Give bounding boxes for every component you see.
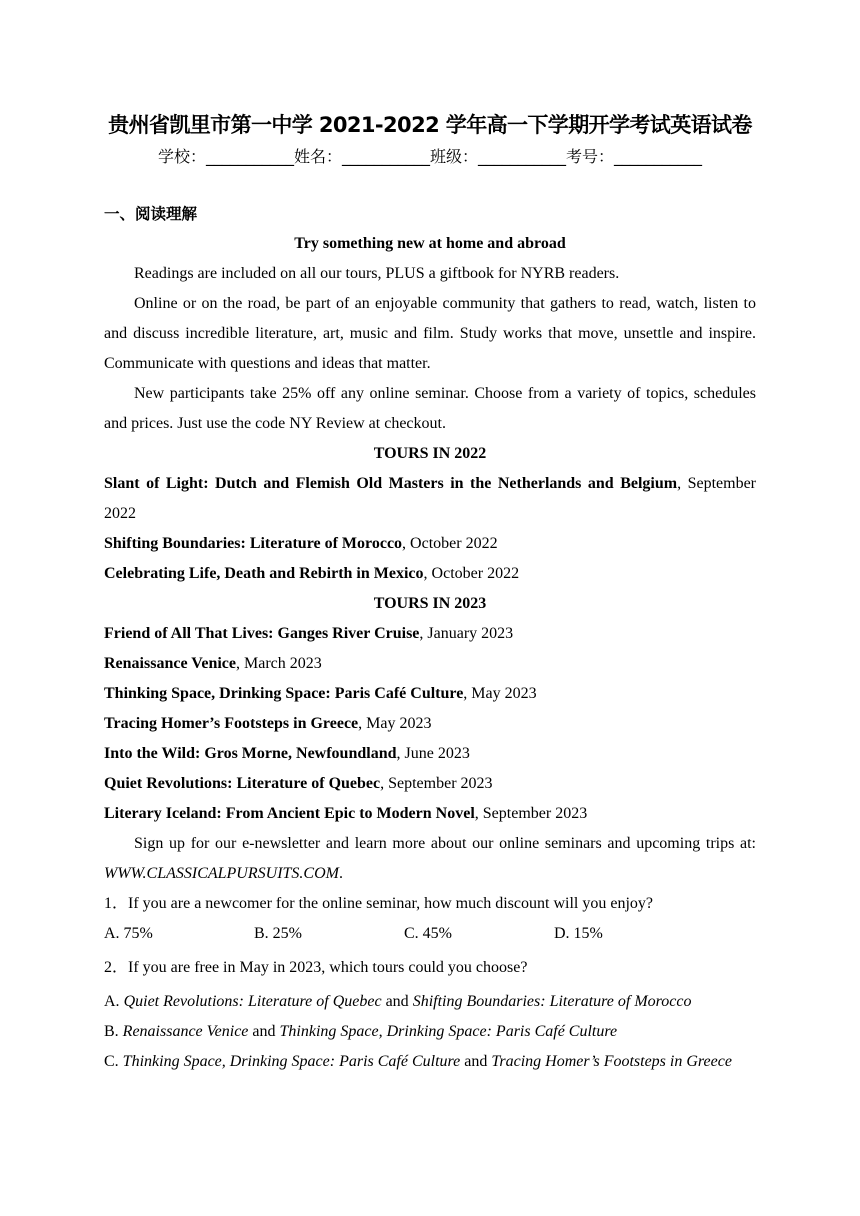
tour-item — [104, 739, 756, 769]
choice-conjunction: and — [381, 993, 413, 1010]
tour-date: , October 2022 — [423, 565, 520, 582]
tour-date: , May 2023 — [463, 685, 537, 702]
tour-item — [104, 769, 756, 799]
section-heading: 一、阅读理解 — [104, 205, 198, 223]
tour-item — [104, 709, 756, 739]
choice-label: C. — [104, 1053, 123, 1070]
signup-text: Sign up for our e-newsletter and learn more about our online seminars and upcoming trips at: — [134, 835, 756, 852]
website-link[interactable]: WWW.CLASSICALPURSUITS.COM — [104, 865, 339, 882]
choice-tour-b: Shifting Boundaries: Literature of Morocco — [412, 993, 692, 1010]
choice-conjunction: and — [460, 1053, 492, 1070]
tour-item — [104, 679, 756, 709]
tour-item — [104, 649, 756, 679]
tour-name: Renaissance Venice — [104, 655, 236, 672]
choice-tour-a: Renaissance Venice — [122, 1023, 249, 1040]
question-1-options — [104, 919, 756, 953]
tour-date: , March 2023 — [236, 655, 322, 672]
passage-title: Try something new at home and abroad — [294, 235, 566, 252]
tour-date: , January 2023 — [419, 625, 514, 642]
tour-item — [104, 559, 756, 589]
choice-tour-a: Thinking Space, Drinking Space: Paris Café Culture — [122, 1053, 461, 1070]
exam-title: 贵州省凯里市第一中学 2021-2022 学年高一下学期开学考试英语试卷 — [108, 113, 752, 137]
tour-item — [104, 469, 756, 529]
option-b[interactable]: B. 25% — [254, 925, 302, 942]
exam-page — [104, 108, 756, 1077]
passage-paragraph-4 — [104, 829, 756, 889]
choice-tour-a: Quiet Revolutions: Literature of Quebec — [123, 993, 382, 1010]
tour-date: , June 2023 — [396, 745, 470, 762]
question-2-stem: 2．If you are free in May in 2023, which tours could you choose? — [104, 959, 528, 976]
question-2-choice-b[interactable] — [104, 1017, 756, 1047]
question-1-stem: 1．If you are a newcomer for the online seminar, how much discount will you enjoy? — [104, 895, 653, 912]
choice-tour-b: Thinking Space, Drinking Space: Paris Café Culture — [279, 1023, 618, 1040]
tours-2023-heading: TOURS IN 2023 — [373, 595, 487, 612]
passage-paragraph-1: Readings are included on all our tours, PLUS a giftbook for NYRB readers. — [134, 265, 620, 282]
tours-2023-list — [104, 619, 756, 829]
tour-item — [104, 619, 756, 649]
tour-date: , October 2022 — [402, 535, 498, 552]
tour-name: Thinking Space, Drinking Space: Paris Café Culture — [104, 685, 464, 702]
tour-date: , May 2023 — [358, 715, 432, 732]
tour-item — [104, 799, 756, 829]
tour-date: , September 2023 — [380, 775, 493, 792]
tour-name: Literary Iceland: From Ancient Epic to Modern Novel — [104, 805, 475, 822]
option-d[interactable]: D. 15% — [554, 925, 603, 942]
student-info-fields: 学校：___________姓名：___________班级：___________考号：___________ — [157, 147, 702, 166]
choice-label: B. — [104, 1023, 123, 1040]
tour-name: Quiet Revolutions: Literature of Quebec — [104, 775, 381, 792]
tour-name: Celebrating Life, Death and Rebirth in Mexico — [104, 565, 424, 582]
option-c[interactable]: C. 45% — [404, 925, 452, 942]
passage-paragraph-2: Online or on the road, be part of an enjoyable community that gathers to read, watch, listen to and discuss incredible literature, art, music and film. Study works that move, unsettle and inspire. Communicate with questions and ideas that matter. — [104, 295, 756, 372]
passage-paragraph-3: New participants take 25% off any online seminar. Choose from a variety of topics, schedules and prices. Just use the code NY Review at checkout. — [104, 385, 756, 432]
tour-name: Into the Wild: Gros Morne, Newfoundland — [104, 745, 397, 762]
tours-2022-heading: TOURS IN 2022 — [373, 445, 487, 462]
tours-2022-list — [104, 469, 756, 589]
tour-date: , September 2022 — [104, 475, 757, 522]
tour-item — [104, 529, 756, 559]
signup-end: . — [338, 865, 343, 882]
choice-conjunction: and — [248, 1023, 280, 1040]
tour-name: Tracing Homer’s Footsteps in Greece — [104, 715, 359, 732]
option-a[interactable]: A. 75% — [104, 925, 153, 942]
tour-date: , September 2023 — [474, 805, 588, 822]
tour-name: Shifting Boundaries: Literature of Morocco — [104, 535, 403, 552]
tour-name: Friend of All That Lives: Ganges River Cruise — [104, 625, 420, 642]
question-2-choice-c[interactable] — [104, 1047, 756, 1077]
question-2-choice-a[interactable] — [104, 987, 756, 1017]
tour-name: Slant of Light: Dutch and Flemish Old Masters in the Netherlands and Belgium — [104, 475, 678, 492]
choice-label: A. — [104, 993, 124, 1010]
choice-tour-b: Tracing Homer’s Footsteps in Greece — [491, 1053, 732, 1070]
